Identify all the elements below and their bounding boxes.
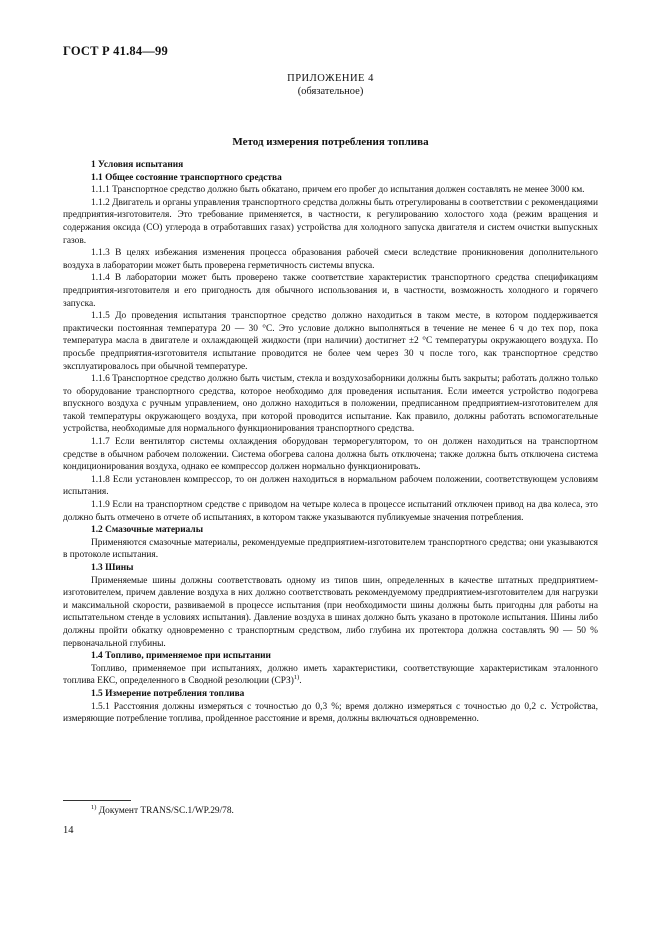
paragraph [63, 499, 598, 524]
section-heading [63, 159, 598, 172]
page-number: 14 [63, 825, 74, 836]
standard-code: ГОСТ Р 41.84—99 [63, 44, 168, 58]
paragraph-text: Применяемые шины должны соответствовать одному из типов шин, определенных в качестве штатных предприятием-изготовителем, причем давление воздуха в них должно соответствовать рекомендуемому предприятием-изготовителем для нагрузки и максимальной скорости, развиваемой в процессе испытания (при необходимости шины должны быть пригодны для работы на испытательном стенде в условиях испытания). Давление воздуха в шинах должно быть указано в протоколе испытания. Шины либо должны пройти обкатку одновременно с транспортным средством, либо глубина их протектора должна составлять 90 — 50 % первоначальной глубины. [63, 575, 598, 649]
paragraph [63, 247, 598, 272]
section-heading [63, 524, 598, 537]
heading-text: 1.5 Измерение потребления топлива [91, 688, 245, 699]
paragraph [63, 663, 598, 688]
section-heading [63, 562, 598, 575]
paragraph [63, 310, 598, 373]
paragraph [63, 701, 598, 726]
section-heading [63, 650, 598, 663]
paragraph [63, 197, 598, 247]
footnote [91, 803, 234, 816]
appendix-note: (обязательное) [297, 86, 364, 97]
paragraph [63, 373, 598, 436]
section-heading [63, 172, 598, 185]
paragraph [63, 575, 598, 651]
paragraph-text: 1.1.1 Транспортное средство должно быть обкатано, причем его пробег до испытания должен составлять не менее 3000 км. [91, 185, 585, 196]
heading-text: 1 Условия испытания [91, 160, 184, 170]
document-title: Метод измерения потребления топлива [232, 136, 429, 148]
paragraph-text: 1.1.9 Если на транспортном средстве с приводом на четыре колеса в процессе испытаний отключен привод на два колеса, это должно быть отмечено в отчете об испытаниях, в котором также указываются публикуемые значения потребления. [63, 500, 598, 523]
paragraph-text: Применяются смазочные материалы, рекомендуемые предприятием-изготовителем транспортного средства; они указываются в протоколе испытания. [63, 537, 598, 561]
footnote-reference: 1) [293, 674, 300, 682]
paragraph-text: 1.1.6 Транспортное средство должно быть чистым, стекла и воздухозаборники должны быть закрыты; работать должно только то оборудование транспортного средства, которое необходимо для проведения испытания. Если имеется устройство подогрева впускного воздуха с ручным управлением, оно должно находиться в положении, предписанном предприятием-изготовителем для такой температуры окружающего воздуха, при которой проводится испытание. Как правило, должны работать вспомогательные устройства, необходимые для нормального функционирования транспортного средства. [63, 374, 598, 435]
paragraph-text: 1.1.2 Двигатель и органы управления транспортного средства должны быть отрегулированы в соответствии с рекомендациями предприятия-изготовителя. Это требование применяется, в частности, к регулированию холостого хода (режим вращения и содержания оксида (СО) углерода в отработавших газах) устройства для холодного запуска двигателя и систем очистки выпускных газов. [63, 197, 598, 246]
footnote-text: Документ TRANS/SC.1/WP.29/78. [98, 806, 234, 816]
footnote-divider [63, 800, 131, 801]
heading-text: 1.1 Общее состояние транспортного средства [91, 172, 282, 183]
appendix-title: ПРИЛОЖЕНИЕ 4 [287, 73, 374, 84]
heading-text: 1.2 Смазочные материалы [91, 525, 204, 536]
paragraph-text: 1.5.1 Расстояния должны измеряться с точностью до 0,3 %; время должно измеряться с точностью до 0,2 с. Устройства, измеряющие потребление топлива, пройденное расстояние и время, должны включаться одновременно. [63, 701, 598, 725]
paragraph [63, 272, 598, 310]
section-heading [63, 688, 598, 701]
paragraph [63, 474, 598, 499]
paragraph [63, 184, 598, 197]
paragraph-text: 1.1.7 Если вентилятор системы охлаждения оборудован терморегулятором, то он должен находиться на транспортном средстве в обычном рабочем положении. Система обогрева салона должна быть отключена; также должна быть отключена система кондиционирования воздуха, однако ее компрессор должен нормально функционировать. [63, 437, 598, 473]
paragraph-text: Топливо, применяемое при испытаниях, должно иметь характеристики, соответствующие характеристикам эталонного топлива ЕКС, определенного в Сводной резолюции (СРЗ) [63, 663, 598, 687]
paragraph [63, 436, 598, 474]
document-body [63, 159, 598, 726]
paragraph-tail: . [299, 676, 302, 687]
paragraph-text: 1.1.8 Если установлен компрессор, то он должен находиться в нормальном рабочем положении, соответствующем условиям испытания. [63, 474, 598, 498]
paragraph-text: 1.1.5 До проведения испытания транспортное средство должно находиться в таком месте, в котором поддерживается практически постоянная температура 20 — 30 °С. Это условие должно выполняться в течение не менее 6 ч до тех пор, пока температура масла в двигателе и охлаждающей жидкости (при наличии) достигнет ±2 °С температуры окружающего воздуха. По просьбе предприятия-изготовителя испытание проводится не более чем через 30 ч после того, как транспортное средство эксплуатировалось при обычной температуре. [63, 311, 598, 372]
paragraph [63, 537, 598, 562]
paragraph-text: 1.1.4 В лаборатории может быть проверено также соответствие характеристик транспортного средства спецификациям предприятия-изготовителя и его пригодность для обычного использования и, в частности, возможность холодного и горячего запуска. [63, 273, 598, 309]
footnote-marker: 1) [91, 803, 97, 811]
heading-text: 1.4 Топливо, применяемое при испытании [91, 651, 271, 662]
heading-text: 1.3 Шины [91, 563, 134, 573]
paragraph-text: 1.1.3 В целях избежания изменения процесса образования рабочей смеси вследствие проникновения дополнительного воздуха в лаборатории может быть проверена герметичность системы впуска. [63, 248, 598, 271]
